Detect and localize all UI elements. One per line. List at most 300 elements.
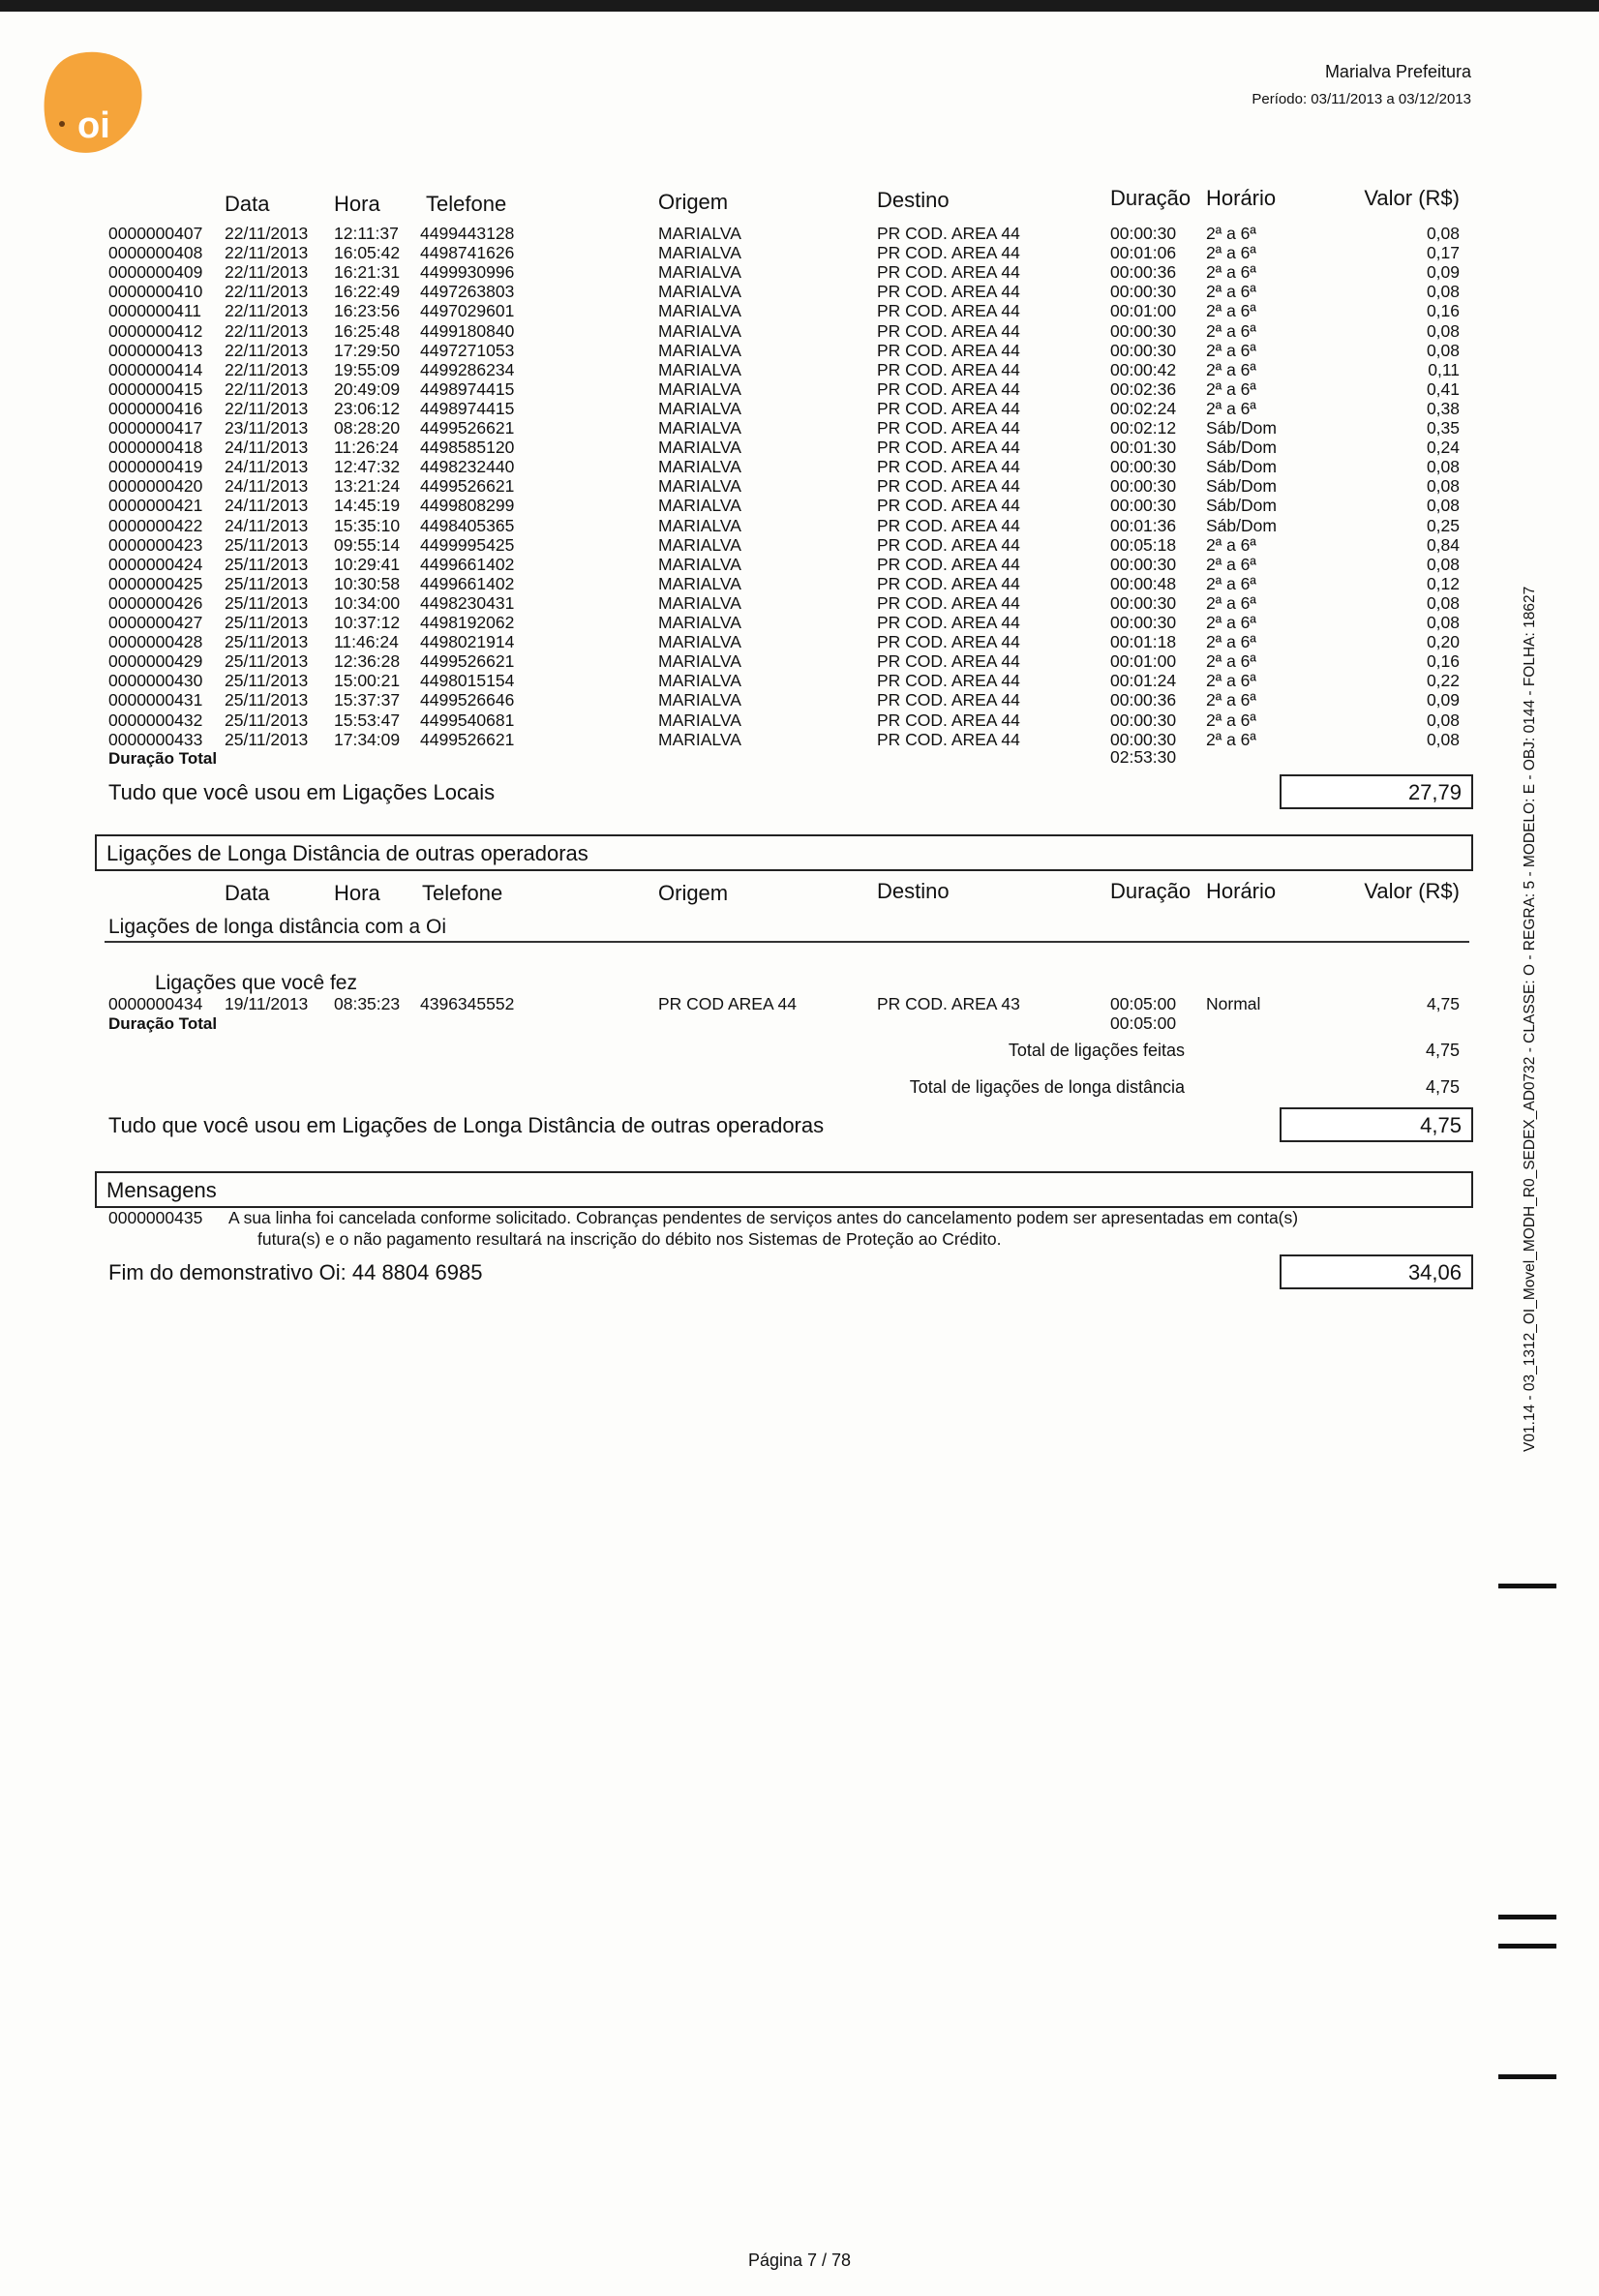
row-id: 0000000424 — [108, 554, 203, 574]
local-summary-box — [1280, 774, 1473, 809]
row-destination: PR COD. AREA 44 — [877, 671, 1020, 691]
row-period: 2ª a 6ª — [1206, 398, 1256, 418]
row-duration: 00:00:30 — [1110, 224, 1177, 243]
row-id: 0000000430 — [108, 671, 203, 691]
row-destination: PR COD. AREA 44 — [877, 378, 1020, 399]
row-value: 0,09 — [1426, 262, 1460, 283]
table-row — [0, 671, 1599, 690]
ld-subheading-rule — [105, 941, 1469, 943]
row-id: 0000000426 — [108, 592, 203, 613]
row-duration: 00:00:30 — [1110, 476, 1177, 497]
row-duration: 00:00:30 — [1110, 457, 1177, 477]
row-date: 25/11/2013 — [225, 613, 309, 632]
row-time: 15:53:47 — [334, 710, 401, 730]
long-distance-title-text: Ligações de Longa Distância de outras operadoras — [106, 841, 588, 865]
row-time: 10:29:41 — [334, 554, 401, 574]
row-id: 0000000428 — [108, 632, 203, 652]
row-id: 0000000417 — [108, 418, 203, 438]
row-origin: MARIALVA — [658, 573, 741, 593]
row-time: 17:29:50 — [334, 340, 401, 360]
row-value: 0,24 — [1426, 438, 1460, 458]
row-id: 0000000422 — [108, 515, 203, 535]
table-row — [0, 438, 1599, 457]
row-time: 12:36:28 — [334, 651, 401, 672]
row-value: 0,41 — [1426, 378, 1460, 399]
row-origin: MARIALVA — [658, 690, 741, 710]
row-value: 0,08 — [1426, 592, 1460, 613]
row-destination: PR COD. AREA 44 — [877, 320, 1020, 341]
row-destination: PR COD. AREA 44 — [877, 262, 1020, 283]
logo-text: oi — [77, 106, 110, 146]
row-destination: PR COD. AREA 44 — [877, 398, 1020, 418]
local-total-label: Duração Total — [108, 749, 218, 768]
ld-col-horario: Horário — [1206, 879, 1277, 903]
page-number: Página 7 / 78 — [747, 2251, 852, 2270]
row-period: Sáb/Dom — [1206, 476, 1277, 497]
row-duration: 00:00:30 — [1110, 282, 1177, 302]
table-row — [0, 321, 1599, 341]
row-phone: 4498585120 — [420, 438, 515, 458]
row-duration: 00:01:36 — [1110, 515, 1177, 535]
side-document-code: V01.14 - 03_1312_OI_Movel_MODH_R0_SEDEX_AD0732 - CLASSE: O - REGRA: 5 - MODELO: E - OBJ: 0144 - FOLHA: 18627 — [1522, 586, 1538, 1452]
table-row — [0, 651, 1599, 671]
row-destination: PR COD. AREA 44 — [877, 632, 1020, 652]
row-time: 15:37:37 — [334, 690, 401, 710]
row-phone: 4499661402 — [420, 554, 515, 574]
row-date: 24/11/2013 — [225, 476, 309, 497]
row-duration: 00:02:24 — [1110, 398, 1177, 418]
ld-col-telefone: Telefone — [422, 881, 503, 905]
row-phone: 4497271053 — [420, 340, 515, 360]
col-origem: Origem — [658, 190, 729, 214]
messages-section-title — [95, 1171, 1473, 1208]
row-time: 10:30:58 — [334, 573, 401, 593]
row-value: 0,17 — [1426, 243, 1460, 263]
ld-row-date: 19/11/2013 — [225, 994, 309, 1013]
ld-row-phone: 4396345552 — [420, 994, 515, 1013]
row-origin: MARIALVA — [658, 476, 741, 497]
row-duration: 00:05:18 — [1110, 534, 1177, 555]
table-row — [0, 457, 1599, 476]
row-id: 0000000433 — [108, 729, 203, 749]
row-destination: PR COD. AREA 44 — [877, 418, 1020, 438]
row-period: 2ª a 6ª — [1206, 340, 1256, 360]
long-distance-section-title — [95, 834, 1473, 871]
row-id: 0000000432 — [108, 710, 203, 730]
table-row — [0, 301, 1599, 320]
row-period: 2ª a 6ª — [1206, 613, 1256, 632]
row-phone: 4498974415 — [420, 378, 515, 399]
table-row — [0, 730, 1599, 749]
row-time: 11:46:24 — [334, 632, 399, 652]
row-phone: 4498741626 — [420, 243, 515, 263]
row-id: 0000000427 — [108, 613, 203, 632]
ld-total-label: Duração Total — [108, 1014, 218, 1033]
ld-summary-label: Tudo que você usou em Ligações de Longa Distância de outras operadoras — [108, 1113, 825, 1137]
row-id: 0000000425 — [108, 573, 203, 593]
row-origin: MARIALVA — [658, 320, 741, 341]
row-origin: MARIALVA — [658, 340, 741, 360]
row-origin: MARIALVA — [658, 632, 741, 652]
row-date: 24/11/2013 — [225, 515, 309, 535]
table-row — [0, 613, 1599, 632]
row-origin: MARIALVA — [658, 243, 741, 263]
row-id: 0000000414 — [108, 359, 203, 379]
row-id: 0000000415 — [108, 378, 203, 399]
row-id: 0000000429 — [108, 651, 203, 672]
row-phone: 4497263803 — [420, 282, 515, 302]
company-name: Marialva Prefeitura — [1324, 62, 1471, 81]
row-destination: PR COD. AREA 44 — [877, 457, 1020, 477]
row-time: 13:21:24 — [334, 476, 401, 497]
row-phone: 4498230431 — [420, 592, 515, 613]
row-destination: PR COD. AREA 44 — [877, 534, 1020, 555]
row-period: Sáb/Dom — [1206, 496, 1277, 516]
row-duration: 00:01:18 — [1110, 632, 1177, 652]
table-row — [0, 262, 1599, 282]
row-period: 2ª a 6ª — [1206, 534, 1256, 555]
row-origin: MARIALVA — [658, 515, 741, 535]
row-value: 0,08 — [1426, 224, 1460, 243]
row-period: Sáb/Dom — [1206, 515, 1277, 535]
row-date: 25/11/2013 — [225, 690, 309, 710]
row-origin: MARIALVA — [658, 592, 741, 613]
row-duration: 00:00:30 — [1110, 592, 1177, 613]
table-row — [0, 360, 1599, 379]
row-origin: MARIALVA — [658, 301, 741, 321]
ld-total-duration: 00:05:00 — [1110, 1013, 1177, 1033]
row-phone: 4499930996 — [420, 262, 515, 283]
row-period: 2ª a 6ª — [1206, 592, 1256, 613]
ld-col-data: Data — [225, 881, 270, 905]
table-row — [0, 379, 1599, 399]
row-origin: MARIALVA — [658, 671, 741, 691]
row-time: 15:35:10 — [334, 515, 401, 535]
row-time: 16:25:48 — [334, 320, 401, 341]
row-time: 10:37:12 — [334, 613, 401, 632]
row-date: 25/11/2013 — [225, 632, 309, 652]
table-row — [0, 418, 1599, 438]
ld-col-duracao: Duração — [1110, 879, 1192, 903]
row-period: 2ª a 6ª — [1206, 573, 1256, 593]
row-duration: 00:01:06 — [1110, 243, 1177, 263]
row-period: 2ª a 6ª — [1206, 690, 1256, 710]
row-date: 22/11/2013 — [225, 243, 309, 263]
end-total-box — [1280, 1254, 1473, 1289]
row-duration: 00:01:00 — [1110, 651, 1177, 672]
row-id: 0000000411 — [108, 301, 202, 321]
row-time: 16:22:49 — [334, 282, 401, 302]
row-origin: MARIALVA — [658, 496, 741, 516]
row-destination: PR COD. AREA 44 — [877, 710, 1020, 730]
row-id: 0000000420 — [108, 476, 203, 497]
row-destination: PR COD. AREA 44 — [877, 573, 1020, 593]
row-phone: 4498021914 — [420, 632, 515, 652]
table-row — [0, 243, 1599, 262]
row-value: 0,08 — [1426, 320, 1460, 341]
row-id: 0000000419 — [108, 457, 203, 477]
row-date: 22/11/2013 — [225, 340, 309, 360]
row-destination: PR COD. AREA 44 — [877, 340, 1020, 360]
row-time: 09:55:14 — [334, 534, 401, 555]
row-phone: 4499526621 — [420, 651, 515, 672]
row-value: 0,12 — [1426, 573, 1460, 593]
row-duration: 00:01:30 — [1110, 438, 1177, 458]
row-origin: MARIALVA — [658, 282, 741, 302]
col-hora: Hora — [334, 192, 380, 216]
row-date: 22/11/2013 — [225, 282, 309, 302]
row-duration: 00:00:30 — [1110, 320, 1177, 341]
row-phone: 4499540681 — [420, 710, 515, 730]
table-row — [0, 555, 1599, 574]
message-id: 0000000435 — [108, 1208, 203, 1227]
table-row — [0, 574, 1599, 593]
row-period: 2ª a 6ª — [1206, 262, 1256, 283]
row-origin: MARIALVA — [658, 262, 741, 283]
calls-made-label: Ligações que você fez — [155, 972, 357, 994]
table-row — [0, 632, 1599, 651]
row-duration: 00:00:36 — [1110, 262, 1177, 283]
margin-mark — [1498, 1944, 1556, 1949]
row-time: 16:05:42 — [334, 243, 401, 263]
row-duration: 00:02:36 — [1110, 378, 1177, 399]
margin-mark — [1498, 2074, 1556, 2079]
ld-row-duration: 00:05:00 — [1110, 994, 1177, 1013]
ld-row-period: Normal — [1206, 994, 1261, 1013]
row-id: 0000000413 — [108, 340, 203, 360]
row-value: 0,08 — [1426, 496, 1460, 516]
row-period: 2ª a 6ª — [1206, 243, 1256, 263]
row-phone: 4498015154 — [420, 671, 515, 691]
row-origin: MARIALVA — [658, 418, 741, 438]
row-destination: PR COD. AREA 44 — [877, 592, 1020, 613]
ld-row-time: 08:35:23 — [334, 994, 401, 1013]
row-date: 24/11/2013 — [225, 496, 309, 516]
row-duration: 00:01:24 — [1110, 671, 1177, 691]
col-telefone: Telefone — [426, 192, 507, 216]
row-phone: 4499661402 — [420, 573, 515, 593]
row-value: 0,84 — [1426, 534, 1460, 555]
table-row — [0, 282, 1599, 301]
row-origin: MARIALVA — [658, 438, 741, 458]
row-date: 22/11/2013 — [225, 359, 309, 379]
table-row — [0, 710, 1599, 730]
row-date: 25/11/2013 — [225, 534, 309, 555]
row-date: 24/11/2013 — [225, 438, 309, 458]
row-id: 0000000409 — [108, 262, 203, 283]
row-phone: 4499526621 — [420, 418, 515, 438]
row-value: 0,25 — [1426, 515, 1460, 535]
row-period: 2ª a 6ª — [1206, 378, 1256, 399]
row-date: 25/11/2013 — [225, 651, 309, 672]
row-destination: PR COD. AREA 44 — [877, 515, 1020, 535]
row-value: 0,11 — [1428, 359, 1460, 379]
table-row — [0, 516, 1599, 535]
row-id: 0000000431 — [108, 690, 203, 710]
col-valor: Valor (R$) — [1364, 186, 1460, 210]
row-date: 22/11/2013 — [225, 320, 309, 341]
row-origin: MARIALVA — [658, 534, 741, 555]
table-row — [0, 690, 1599, 710]
row-period: 2ª a 6ª — [1206, 320, 1256, 341]
row-period: 2ª a 6ª — [1206, 729, 1256, 749]
row-id: 0000000408 — [108, 243, 203, 263]
row-value: 0,08 — [1426, 457, 1460, 477]
ld-col-valor: Valor (R$) — [1364, 879, 1460, 903]
margin-mark — [1498, 1584, 1556, 1588]
row-value: 0,08 — [1426, 554, 1460, 574]
row-origin: MARIALVA — [658, 359, 741, 379]
total-ld-value: 4,75 — [1425, 1077, 1460, 1097]
row-destination: PR COD. AREA 44 — [877, 224, 1020, 243]
row-duration: 00:00:42 — [1110, 359, 1177, 379]
ld-row-origin: PR COD AREA 44 — [658, 994, 797, 1013]
total-ld-label: Total de ligações de longa distância — [909, 1077, 1185, 1097]
ld-table-row — [0, 994, 1599, 1013]
row-time: 15:00:21 — [334, 671, 401, 691]
row-date: 25/11/2013 — [225, 592, 309, 613]
row-value: 0,16 — [1426, 651, 1460, 672]
table-row — [0, 399, 1599, 418]
row-destination: PR COD. AREA 44 — [877, 438, 1020, 458]
row-value: 0,09 — [1426, 690, 1460, 710]
oi-logo — [41, 48, 149, 157]
row-period: 2ª a 6ª — [1206, 671, 1256, 691]
row-value: 0,08 — [1426, 340, 1460, 360]
row-origin: MARIALVA — [658, 398, 741, 418]
row-time: 23:06:12 — [334, 398, 401, 418]
row-duration: 00:00:30 — [1110, 496, 1177, 516]
row-period: Sáb/Dom — [1206, 457, 1277, 477]
col-destino: Destino — [877, 188, 950, 212]
row-duration: 00:00:36 — [1110, 690, 1177, 710]
row-phone: 4499180840 — [420, 320, 515, 341]
row-duration: 00:01:00 — [1110, 301, 1177, 321]
row-phone: 4499526646 — [420, 690, 515, 710]
table-row — [0, 476, 1599, 496]
row-time: 20:49:09 — [334, 378, 401, 399]
row-phone: 4498232440 — [420, 457, 515, 477]
row-date: 22/11/2013 — [225, 224, 309, 243]
total-made-label: Total de ligações feitas — [1008, 1041, 1185, 1060]
row-period: 2ª a 6ª — [1206, 651, 1256, 672]
row-id: 0000000418 — [108, 438, 203, 458]
row-date: 22/11/2013 — [225, 398, 309, 418]
row-origin: MARIALVA — [658, 554, 741, 574]
row-value: 0,38 — [1426, 398, 1460, 418]
row-origin: MARIALVA — [658, 224, 741, 243]
row-destination: PR COD. AREA 44 — [877, 301, 1020, 321]
messages-title-text: Mensagens — [106, 1178, 217, 1202]
row-value: 0,08 — [1426, 613, 1460, 632]
local-total-duration: 02:53:30 — [1110, 747, 1177, 767]
row-duration: 00:00:30 — [1110, 613, 1177, 632]
row-period: 2ª a 6ª — [1206, 301, 1256, 321]
row-duration: 00:00:30 — [1110, 554, 1177, 574]
row-value: 0,08 — [1426, 729, 1460, 749]
row-time: 10:34:00 — [334, 592, 401, 613]
ld-row-id: 0000000434 — [108, 994, 203, 1013]
row-time: 17:34:09 — [334, 729, 401, 749]
row-id: 0000000412 — [108, 320, 203, 341]
row-origin: MARIALVA — [658, 651, 741, 672]
ld-row-value: 4,75 — [1426, 994, 1460, 1013]
row-time: 14:45:19 — [334, 496, 401, 516]
row-phone: 4499286234 — [420, 359, 515, 379]
row-period: 2ª a 6ª — [1206, 224, 1256, 243]
end-total-value: 34,06 — [1407, 1260, 1462, 1284]
row-date: 24/11/2013 — [225, 457, 309, 477]
row-date: 25/11/2013 — [225, 710, 309, 730]
row-period: 2ª a 6ª — [1206, 359, 1256, 379]
col-data: Data — [225, 192, 270, 216]
row-time: 08:28:20 — [334, 418, 401, 438]
row-period: 2ª a 6ª — [1206, 554, 1256, 574]
row-date: 22/11/2013 — [225, 378, 309, 399]
row-duration: 00:02:12 — [1110, 418, 1177, 438]
col-horario: Horário — [1206, 186, 1277, 210]
row-id: 0000000407 — [108, 224, 203, 243]
row-time: 16:23:56 — [334, 301, 401, 321]
row-date: 25/11/2013 — [225, 671, 309, 691]
row-phone: 4499526621 — [420, 729, 515, 749]
row-destination: PR COD. AREA 44 — [877, 729, 1020, 749]
row-value: 0,22 — [1426, 671, 1460, 691]
row-period: 2ª a 6ª — [1206, 710, 1256, 730]
row-phone: 4498974415 — [420, 398, 515, 418]
ld-col-origem: Origem — [658, 881, 729, 905]
ld-col-destino: Destino — [877, 879, 950, 903]
end-of-statement-label: Fim do demonstrativo Oi: 44 8804 6985 — [108, 1260, 483, 1284]
row-destination: PR COD. AREA 44 — [877, 554, 1020, 574]
message-line-1: A sua linha foi cancelada conforme solicitado. Cobranças pendentes de serviços antes do cancelamento podem ser apresentadas em conta(s) — [228, 1208, 1299, 1227]
row-phone: 4497029601 — [420, 301, 515, 321]
row-destination: PR COD. AREA 44 — [877, 613, 1020, 632]
row-phone: 4499443128 — [420, 224, 515, 243]
row-origin: MARIALVA — [658, 613, 741, 632]
table-row — [0, 341, 1599, 360]
row-time: 12:11:37 — [334, 224, 399, 243]
table-row — [0, 224, 1599, 243]
row-origin: MARIALVA — [658, 378, 741, 399]
billing-period: Período: 03/11/2013 a 03/12/2013 — [1252, 91, 1471, 107]
message-line-2: futura(s) e o não pagamento resultará na inscrição do débito nos Sistemas de Proteção ao Crédito. — [257, 1229, 1002, 1249]
row-time: 19:55:09 — [334, 359, 401, 379]
row-value: 0,08 — [1426, 282, 1460, 302]
row-duration: 00:00:30 — [1110, 710, 1177, 730]
row-phone: 4498192062 — [420, 613, 515, 632]
ld-summary-value: 4,75 — [1420, 1113, 1462, 1137]
row-origin: MARIALVA — [658, 729, 741, 749]
local-summary-value: 27,79 — [1407, 780, 1462, 804]
row-phone: 4498405365 — [420, 515, 515, 535]
row-value: 0,35 — [1426, 418, 1460, 438]
row-date: 23/11/2013 — [225, 418, 309, 438]
row-date: 22/11/2013 — [225, 301, 309, 321]
local-summary-label: Tudo que você usou em Ligações Locais — [108, 780, 496, 804]
row-value: 0,16 — [1426, 301, 1460, 321]
row-phone: 4499808299 — [420, 496, 515, 516]
table-row — [0, 496, 1599, 515]
table-row — [0, 593, 1599, 613]
row-id: 0000000410 — [108, 282, 203, 302]
row-destination: PR COD. AREA 44 — [877, 690, 1020, 710]
row-period: Sáb/Dom — [1206, 438, 1277, 458]
row-destination: PR COD. AREA 44 — [877, 359, 1020, 379]
row-time: 16:21:31 — [334, 262, 401, 283]
row-date: 25/11/2013 — [225, 729, 309, 749]
row-destination: PR COD. AREA 44 — [877, 282, 1020, 302]
